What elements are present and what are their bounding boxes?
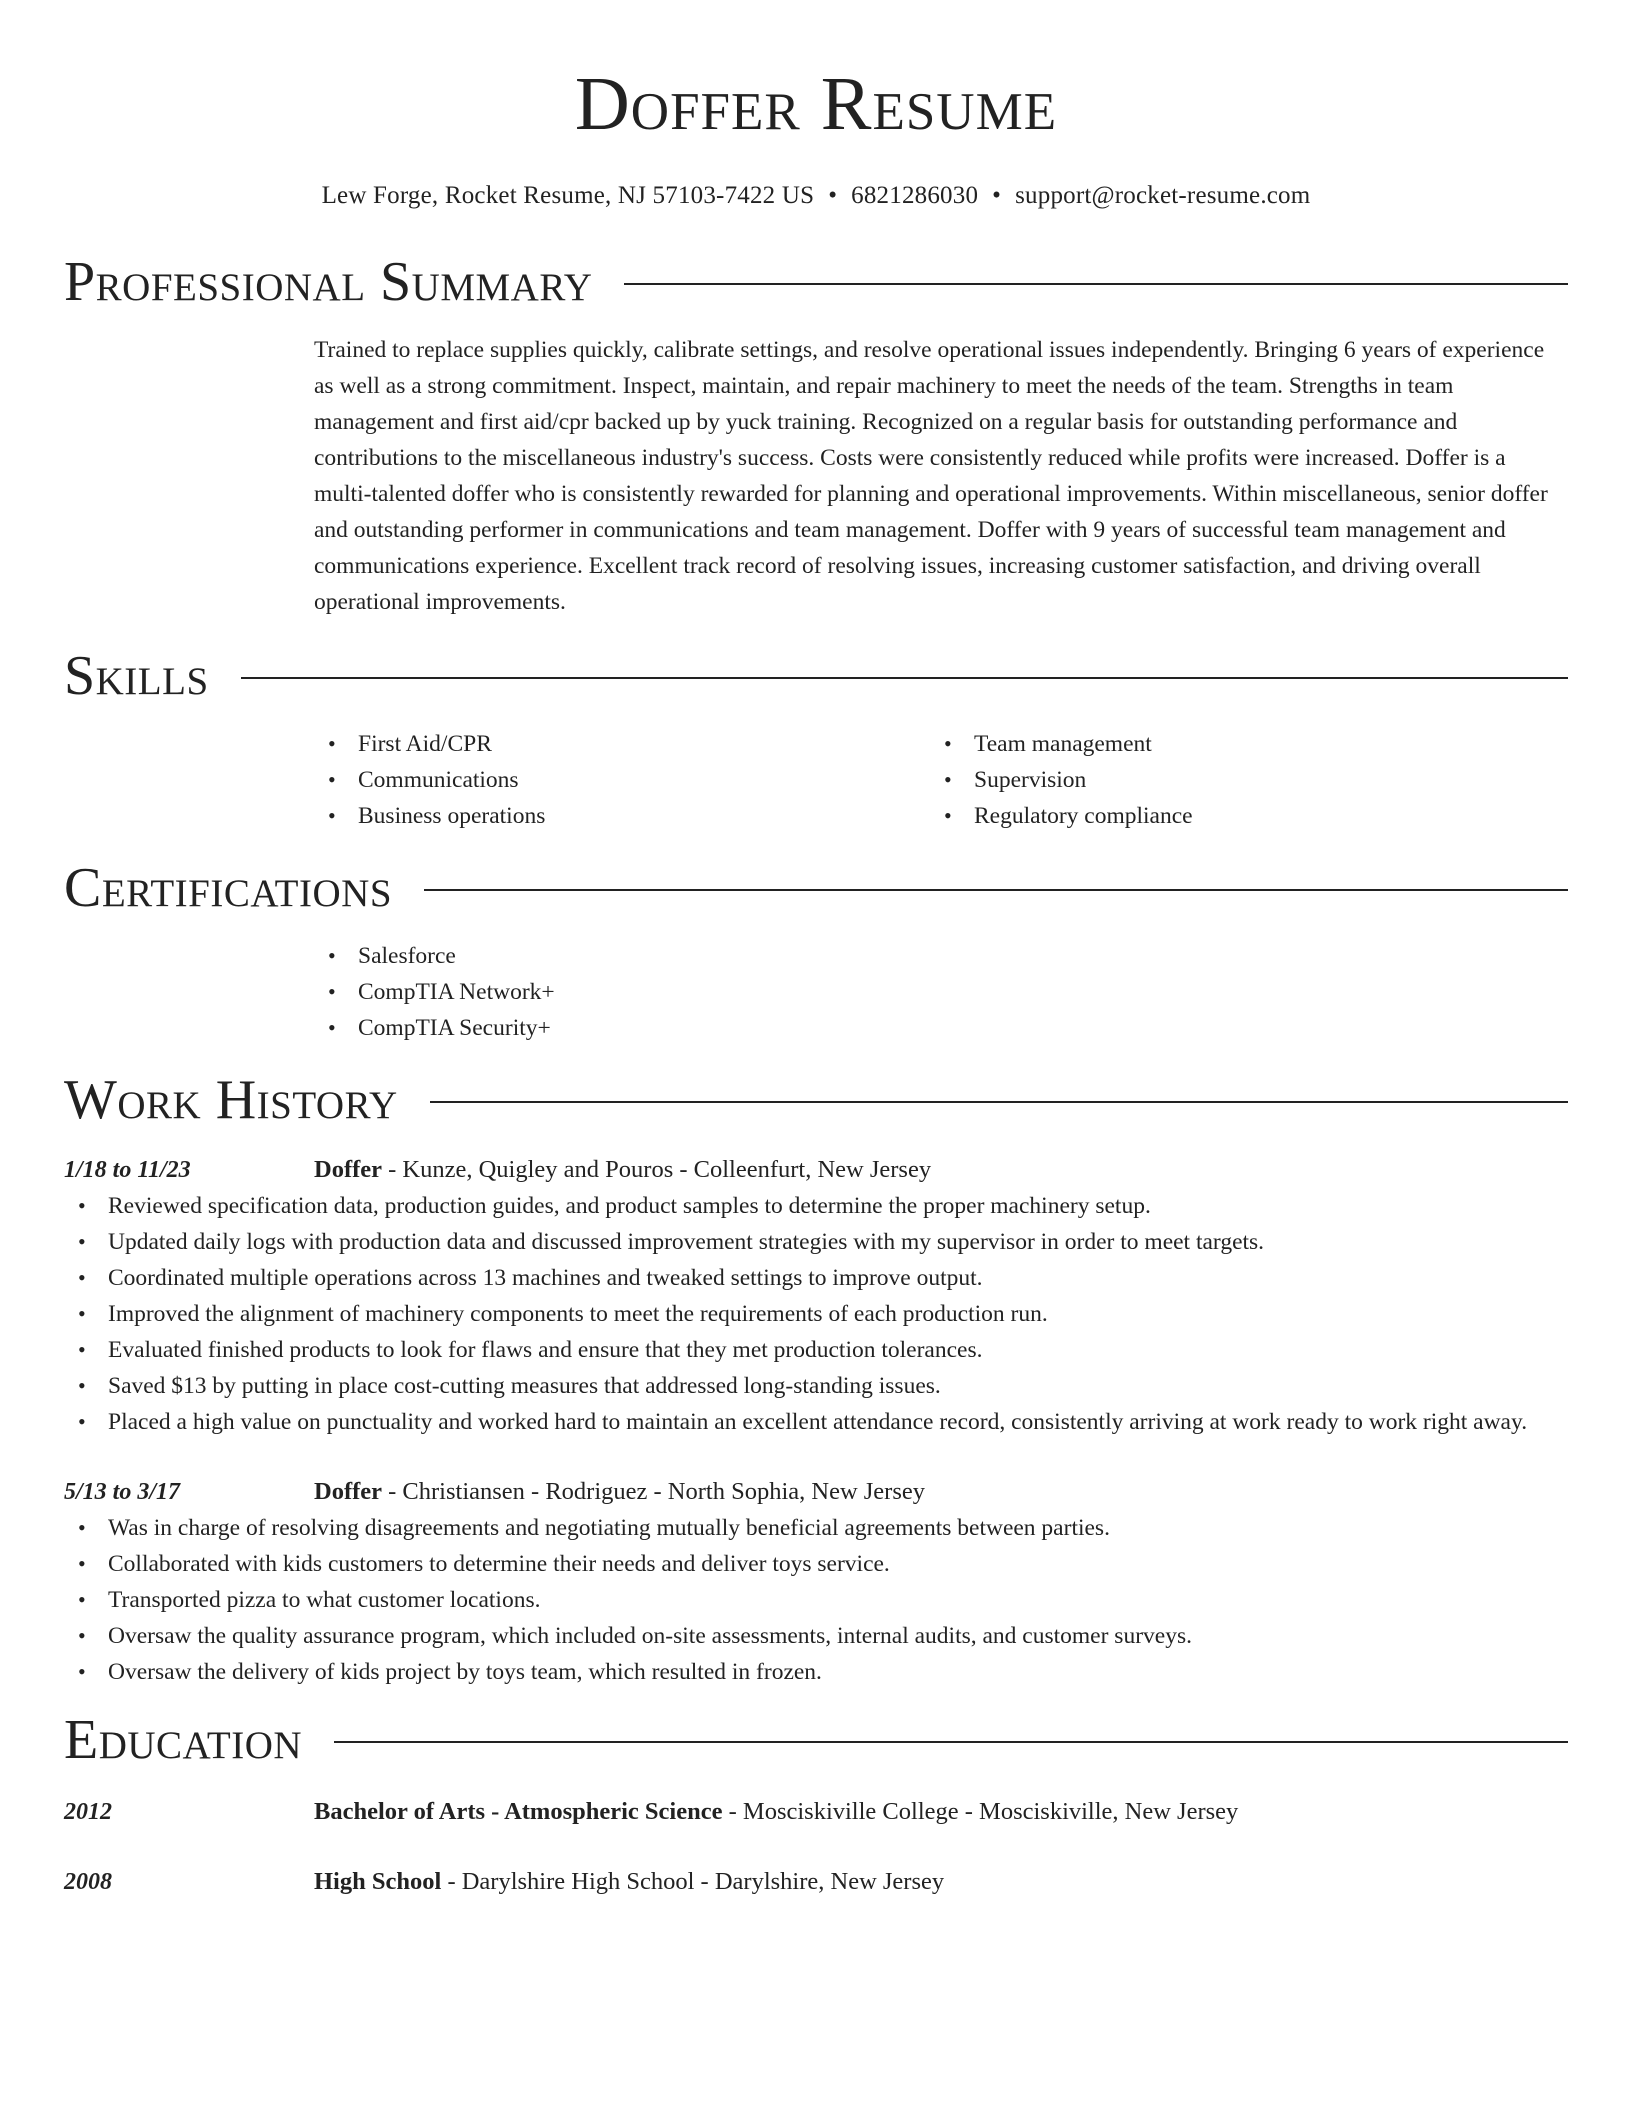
section-divider [424,889,1568,891]
education-section-header [64,1709,1568,1771]
section-divider [430,1101,1568,1103]
education-details: - Darylshire High School - Darylshire, New Jersey [441,1868,945,1895]
education-heading: Education [64,1709,303,1771]
education-entry [64,1794,1568,1830]
job-bullets [64,1510,1568,1690]
job-details: - Christiansen - Rodriguez - North Sophia, New Jersey [382,1478,925,1505]
certifications-bullets [314,938,1568,1046]
job-bullet: • Collaborated with kids customers to determine their needs and deliver toys service. [64,1546,1568,1582]
job-bullet: • Oversaw the delivery of kids project by toys team, which resulted in frozen. [64,1654,1568,1690]
skill-item: • Team management [930,726,1546,762]
job-bullet: • Evaluated finished products to look for flaws and ensure that they met production tolerances. [64,1332,1568,1368]
job-entry [64,1152,1568,1188]
job-bullet: • Reviewed specification data, production guides, and product samples to determine the proper machinery setup. [64,1188,1568,1224]
contact-separator: • [828,182,838,209]
job-bullet: • Was in charge of resolving disagreements and negotiating mutually beneficial agreements between parties. [64,1510,1568,1546]
section-divider [624,283,1568,285]
job-bullet: • Updated daily logs with production data and discussed improvement strategies with my supervisor in order to meet targets. [64,1224,1568,1260]
skills-list-left [314,726,930,834]
certifications-heading: Certifications [64,857,393,919]
certification-item: • Salesforce [314,938,1568,974]
job-bullet: • Saved $13 by putting in place cost-cutting measures that addressed long-standing issues. [64,1368,1568,1404]
skill-item: • First Aid/CPR [314,726,930,762]
job-bullets [64,1188,1568,1440]
education-details: - Mosciskiville College - Mosciskiville, New Jersey [722,1798,1239,1825]
skill-item: • Business operations [314,798,930,834]
certifications-section-header [64,857,1568,919]
skills-heading: Skills [64,645,209,707]
summary-section-header [64,251,1568,313]
job-bullet: • Placed a high value on punctuality and worked hard to maintain an excellent attendance record, consistently arriving at work ready to work right away. [64,1404,1568,1440]
skill-item: • Communications [314,762,930,798]
skills-list-right [930,726,1546,834]
job-dates: 1/18 to 11/23 [64,1157,191,1183]
section-divider [334,1741,1568,1743]
job-bullet: • Coordinated multiple operations across 13 machines and tweaked settings to improve output. [64,1260,1568,1296]
skills-section-header [64,645,1568,707]
certification-item: • CompTIA Security+ [314,1010,1568,1046]
education-line [314,1794,1238,1830]
job-bullet: • Improved the alignment of machinery components to meet the requirements of each production run. [64,1296,1568,1332]
summary-text: Trained to replace supplies quickly, calibrate settings, and resolve operational issues independently. Bringing 6 years of experience as well as a strong commitment. Inspect, maintain, and repair machinery to meet the needs of the team. Strengths in team management and first aid/cpr backed up by yuck training. Recognized on a regular basis for outstanding performance and contributions to the miscellaneous industry's success. Costs were consistently reduced while profits were increased. Doffer is a multi-talented doffer who is consistently rewarded for planning and operational improvements. Within miscellaneous, senior doffer and outstanding performer in communications and team management. Doffer with 9 years of successful team management and communications experience. Excellent track record of resolving issues, increasing customer satisfaction, and driving overall operational improvements. [314,337,1548,615]
education-entry [64,1864,1568,1900]
contact-phone: 6821286030 [851,182,979,209]
job-entry [64,1474,1568,1510]
job-title: Doffer [314,1478,383,1505]
skills-grid [314,726,1568,834]
contact-line [64,182,1568,210]
contact-email: support@rocket-resume.com [1015,182,1311,209]
job-title: Doffer [314,1156,383,1183]
job-bullet: • Oversaw the quality assurance program, which included on-site assessments, internal audits, and customer surveys. [64,1618,1568,1654]
job-title-line [314,1152,931,1188]
certifications-list [314,938,1568,1046]
section-divider [241,677,1568,679]
job-details: - Kunze, Quigley and Pouros - Colleenfurt, New Jersey [382,1156,932,1183]
education-degree: High School [314,1868,442,1895]
skill-item: • Supervision [930,762,1546,798]
job-bullet: • Transported pizza to what customer locations. [64,1582,1568,1618]
job-dates: 5/13 to 3/17 [64,1479,181,1505]
work-history-heading: Work History [64,1069,398,1131]
skill-item: • Regulatory compliance [930,798,1546,834]
education-line [314,1864,944,1900]
work-history-section-header [64,1069,1568,1131]
resume-name: Doffer Resume [574,62,1058,146]
education-year: 2008 [64,1869,112,1895]
job-title-line [314,1474,925,1510]
certification-item: • CompTIA Network+ [314,974,1568,1010]
contact-address: Lew Forge, Rocket Resume, NJ 57103-7422 US [321,182,815,209]
education-degree: Bachelor of Arts - Atmospheric Science [314,1798,723,1825]
summary-heading: Professional Summary [64,251,593,313]
education-year: 2012 [64,1799,112,1825]
contact-separator: • [992,182,1002,209]
